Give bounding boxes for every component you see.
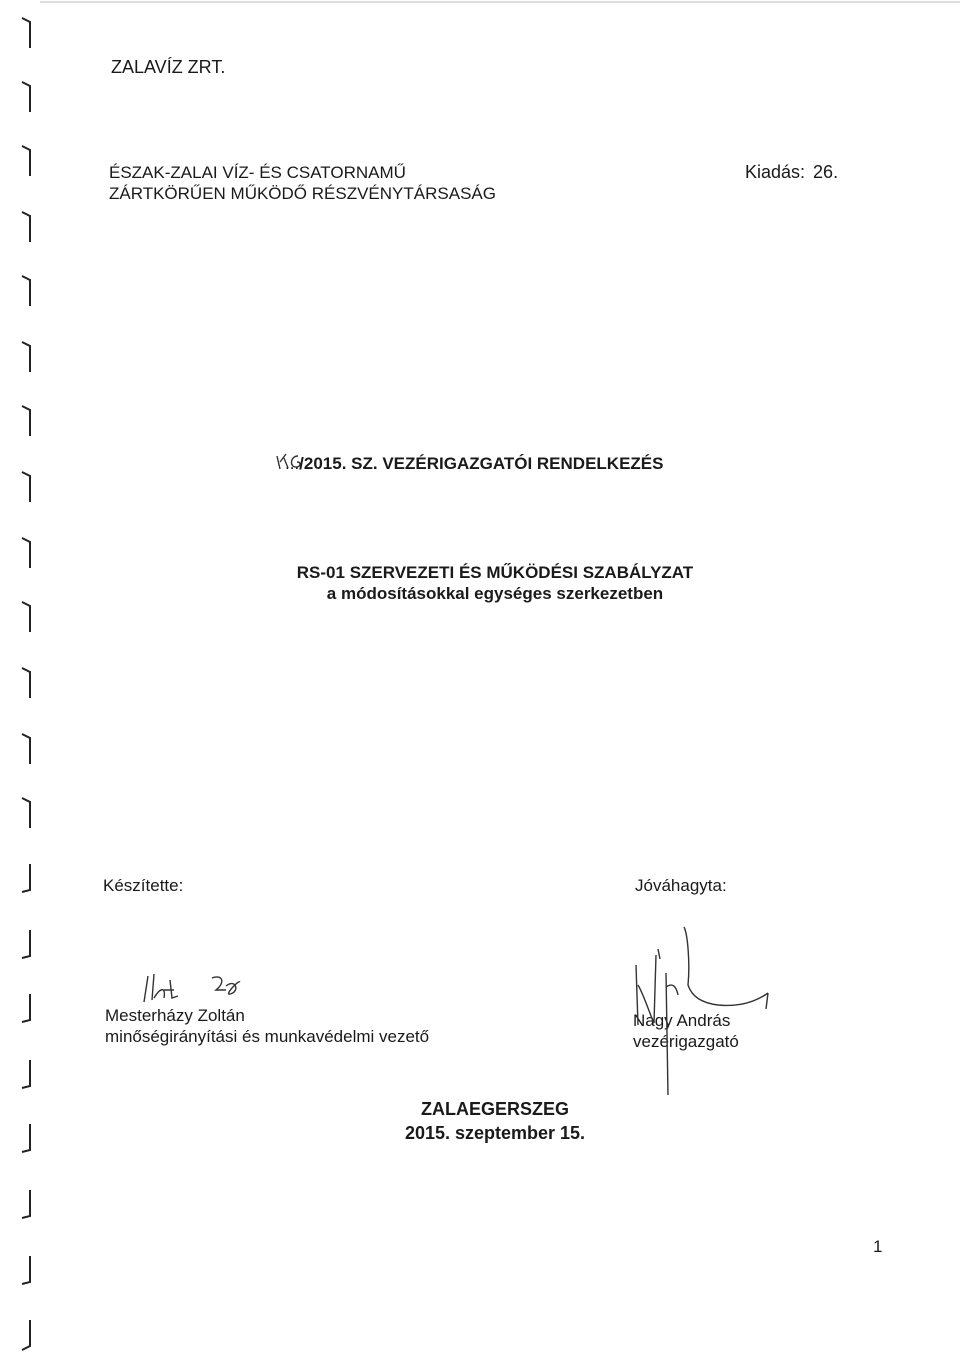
place-and-date — [0, 1097, 960, 1145]
company-full-name-line1: ÉSZAK-ZALAI VÍZ- ÉS CSATORNAMŰ — [109, 163, 406, 182]
approved-signature — [618, 925, 778, 1100]
document-title-line2: a módosításokkal egységes szerkezetben — [326, 584, 664, 603]
approved-by-role: vezérigazgató — [633, 1032, 739, 1051]
decree-heading — [274, 452, 663, 474]
decree-title: /2015. SZ. VEZÉRIGAZGATÓI RENDELKEZÉS — [299, 454, 664, 473]
prepared-by-role: minőségirányítási és munkavédelmi vezető — [105, 1027, 430, 1046]
company-short-name: ZALAVÍZ ZRT. — [111, 57, 226, 77]
edition-label: Kiadás: — [745, 162, 806, 182]
decree-number-prefix: ... — [285, 454, 300, 473]
approved-by-name: Nagy András — [633, 1011, 731, 1030]
company-full-name-line2: ZÁRTKÖRŰEN MŰKÖDŐ RÉSZVÉNYTÁRSASÁG — [109, 184, 496, 203]
prepared-by-block — [105, 1005, 429, 1047]
document-title-line1: RS-01 SZERVEZETI ÉS MŰKÖDÉSI SZABÁLYZAT — [296, 563, 694, 582]
edition-value: 26. — [813, 162, 839, 182]
document-title — [0, 562, 960, 604]
prepared-by-label: Készítette: — [103, 876, 184, 895]
top-edge-shadow — [0, 0, 960, 6]
page-number: 1 — [873, 1237, 883, 1256]
date: 2015. szeptember 15. — [404, 1123, 586, 1143]
prepared-by-name: Mesterházy Zoltán — [105, 1006, 245, 1025]
prepared-signature — [140, 968, 250, 1008]
place: ZALAEGERSZEG — [420, 1099, 569, 1119]
binding-marks — [0, 0, 40, 1357]
approved-by-label: Jóváhagyta: — [635, 876, 727, 895]
company-full-name — [109, 162, 496, 204]
edition — [745, 162, 838, 183]
